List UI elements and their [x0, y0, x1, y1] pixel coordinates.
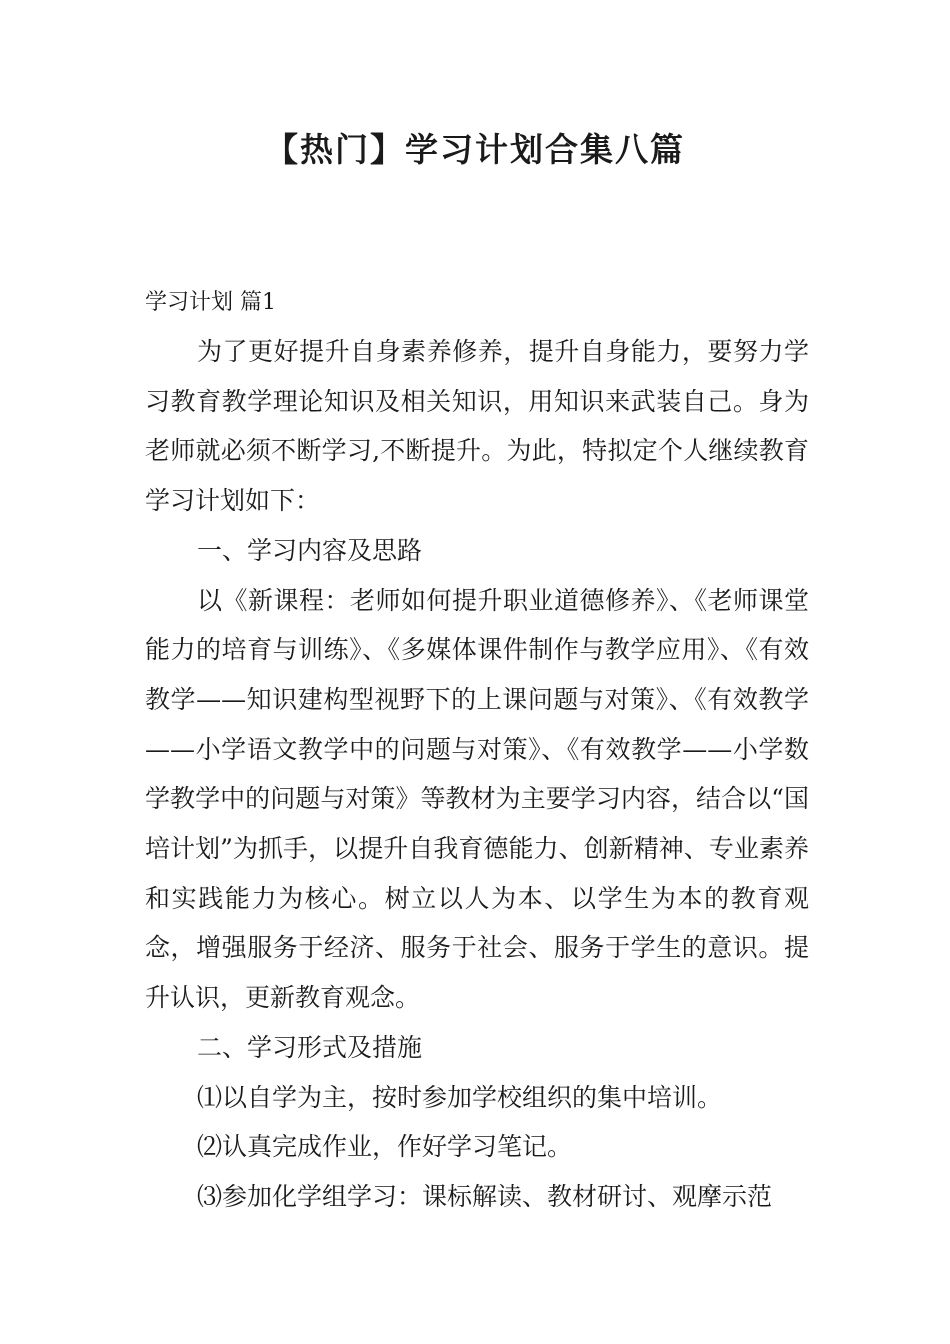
list-item-method-2: ⑵认真完成作业，作好学习笔记。	[197, 1132, 573, 1162]
paragraph-learning-content: 以《新课程：老师如何提升职业道德修养》、《老师课堂能力的培育与训练》、《多媒体课件制作与教学应用》、《有效教学——知识建构型视野下的上课问题与对策》、《有效教学——小学语文教学中的问题与对策》、《有效教学——小学数学教学中的问题与对策》等教材为主要学习内容，结合以“国培计划”为抓手，以提升自我育德能力、创新精神、专业素养和实践能力为核心。树立以人为本、以学生为本的教育观念，增强服务于经济、服务于社会、服务于学生的意识。提升认识，更新教育观念。	[145, 585, 809, 1013]
document-title: 【热门】学习计划合集八篇	[265, 130, 685, 169]
document-body	[145, 278, 809, 1222]
paragraph-intro: 为了更好提升自身素养修养，提升自身能力，要努力学习教育教学理论知识及相关知识，用知识来武装自己。身为老师就必须不断学习,不断提升。为此，特拟定个人继续教育学习计划如下：	[145, 337, 809, 516]
heading-learning-content: 一、学习内容及思路	[197, 535, 423, 565]
list-item-method-1: ⑴以自学为主，按时参加学校组织的集中培训。	[197, 1082, 723, 1112]
list-item-method-3: ⑶参加化学组学习：课标解读、教材研讨、观摩示范	[197, 1181, 773, 1211]
heading-learning-methods: 二、学习形式及措施	[197, 1032, 423, 1062]
section-heading: 学习计划 篇1	[145, 290, 276, 315]
